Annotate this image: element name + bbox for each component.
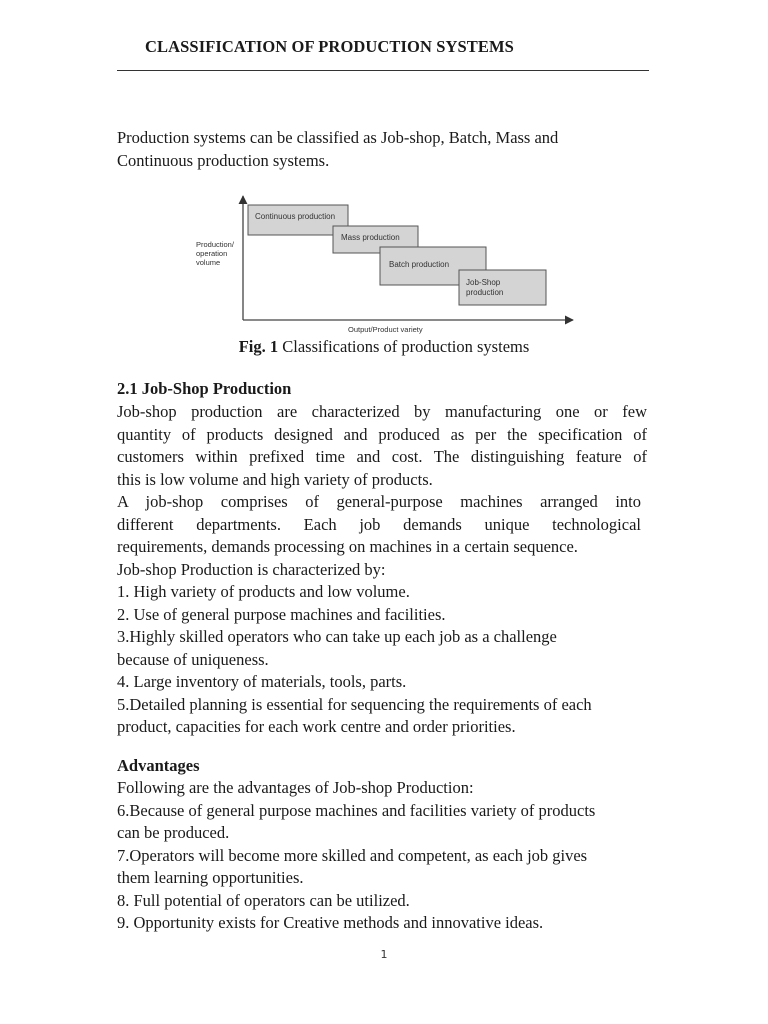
paragraph-line: A job-shop comprises of general-purpose machines arranged into — [117, 492, 641, 511]
title-divider — [117, 70, 649, 71]
page-title: CLASSIFICATION OF PRODUCTION SYSTEMS — [145, 37, 514, 56]
advantage-item-9: 9. Opportunity exists for Creative methods and innovative ideas. — [117, 913, 544, 932]
paragraph-line: this is low volume and high variety of products. — [117, 469, 433, 489]
advantage-item-8: 8. Full potential of operators can be utilized. — [117, 891, 410, 910]
svg-text:Continuous production: Continuous production — [255, 212, 336, 221]
section-paragraph-2 — [117, 491, 641, 559]
advantages-intro: Following are the advantages of Job-shop Production: — [117, 778, 474, 797]
svg-text:Job-Shop production: Job-Shop production — [466, 278, 504, 297]
y-axis-label: Production/ operation volume — [196, 240, 234, 267]
paragraph-line: quantity of products designed and produced as per the specification of — [117, 424, 647, 444]
advantage-item-7-cont: them learning opportunities. — [117, 868, 304, 887]
characterized-intro: Job-shop Production is characterized by: — [117, 560, 386, 579]
characteristic-item-2: 2. Use of general purpose machines and facilities. — [117, 605, 446, 624]
paragraph-line: Job-shop production are characterized by manufacturing one or few — [117, 402, 647, 421]
advantage-item-6: 6.Because of general purpose machines and facilities variety of products — [117, 801, 596, 820]
characteristic-item-3-cont: because of uniqueness. — [117, 650, 269, 669]
paragraph-line: requirements, demands processing on machines in a certain sequence. — [117, 537, 578, 557]
advantage-item-7: 7.Operators will become more skilled and competent, as each job gives — [117, 846, 588, 865]
characteristic-item-5-cont: product, capacities for each work centre and order priorities. — [117, 717, 516, 736]
page-number: 1 — [380, 948, 388, 961]
figure-caption-label: Fig. 1 — [238, 337, 279, 356]
svg-text:Mass production: Mass production — [341, 233, 400, 242]
svg-text:Batch production: Batch production — [389, 260, 450, 269]
characteristic-item-3: 3.Highly skilled operators who can take up each job as a challenge — [117, 627, 557, 646]
characteristic-item-1: 1. High variety of products and low volume. — [117, 582, 410, 601]
figure-caption — [0, 337, 768, 357]
intro-line-1: Production systems can be classified as Job-shop, Batch, Mass and — [117, 128, 559, 147]
production-systems-diagram — [193, 192, 578, 337]
intro-line-2: Continuous production systems. — [117, 151, 330, 170]
advantages-heading: Advantages — [117, 756, 200, 775]
x-axis-label: Output/Product variety — [348, 325, 423, 334]
section-heading: 2.1 Job-Shop Production — [117, 379, 292, 398]
figure-caption-text: Classifications of production systems — [278, 337, 530, 356]
characteristic-item-5: 5.Detailed planning is essential for sequencing the requirements of each — [117, 695, 592, 714]
paragraph-line: customers within prefixed time and cost. The distinguishing feature of — [117, 447, 647, 467]
paragraph-line: different departments. Each job demands unique technological — [117, 514, 641, 534]
advantage-item-6-cont: can be produced. — [117, 823, 230, 842]
section-paragraph-1 — [117, 401, 647, 491]
box-job-shop-production — [459, 270, 546, 305]
characteristic-item-4: 4. Large inventory of materials, tools, parts. — [117, 672, 407, 691]
